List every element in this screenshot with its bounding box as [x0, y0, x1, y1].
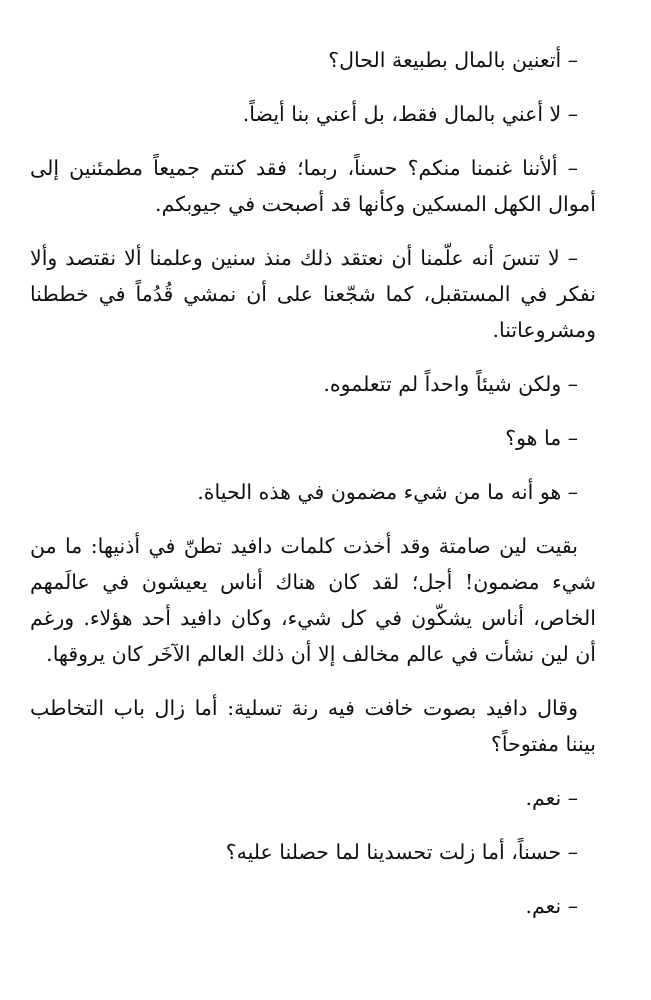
- dialogue-line: – حسناً، أما زلت تحسدينا لما حصلنا عليه؟: [225, 840, 578, 864]
- dialogue-line: – لا تنسَ أنه علّمنا أن نعتقد ذلك منذ سنين وعلمنا ألا نقتصد وألا نفكر في المستقبل، كما شجّعنا على أن نمشي قُدُماً في خططنا ومشروعاتنا.: [30, 246, 596, 342]
- dialogue-line: – نعم.: [525, 894, 578, 918]
- book-page: [30, 42, 596, 942]
- narrative-paragraph: وقال دافيد بصوت خافت فيه رنة تسلية: أما زال باب التخاطب بيننا مفتوحاً؟: [30, 696, 596, 756]
- dialogue-line: – ولكن شيئاً واحداً لم تتعلموه.: [323, 372, 578, 396]
- dialogue-line: – لا أعني بالمال فقط، بل أعني بنا أيضاً.: [242, 102, 578, 126]
- dialogue-line: – نعم.: [525, 786, 578, 810]
- dialogue-line: – هو أنه ما من شيء مضمون في هذه الحياة.: [197, 480, 578, 504]
- dialogue-line: – ألأننا غنمنا منكم؟ حسناً، ربما؛ فقد كنتم جميعاً مطمئنين إلى أموال الكهل المسكين وكأنها قد أصبحت في جيوبكم.: [30, 156, 596, 216]
- narrative-paragraph: بقيت لين صامتة وقد أخذت كلمات دافيد تطنّ في أذنيها: ما من شيء مضمون! أجل؛ لقد كان هناك أناس يعيشون في عالَمهم الخاص، أناس يشكّون في كل شيء، وكان دافيد أحد هؤلاء. ورغم أن لين نشأت في عالم مخالف إلا أن ذلك العالم الآخَر كان يروقها.: [30, 534, 596, 666]
- dialogue-line: – ما هو؟: [505, 426, 578, 450]
- dialogue-line: – أتعنين بالمال بطبيعة الحال؟: [328, 48, 578, 72]
